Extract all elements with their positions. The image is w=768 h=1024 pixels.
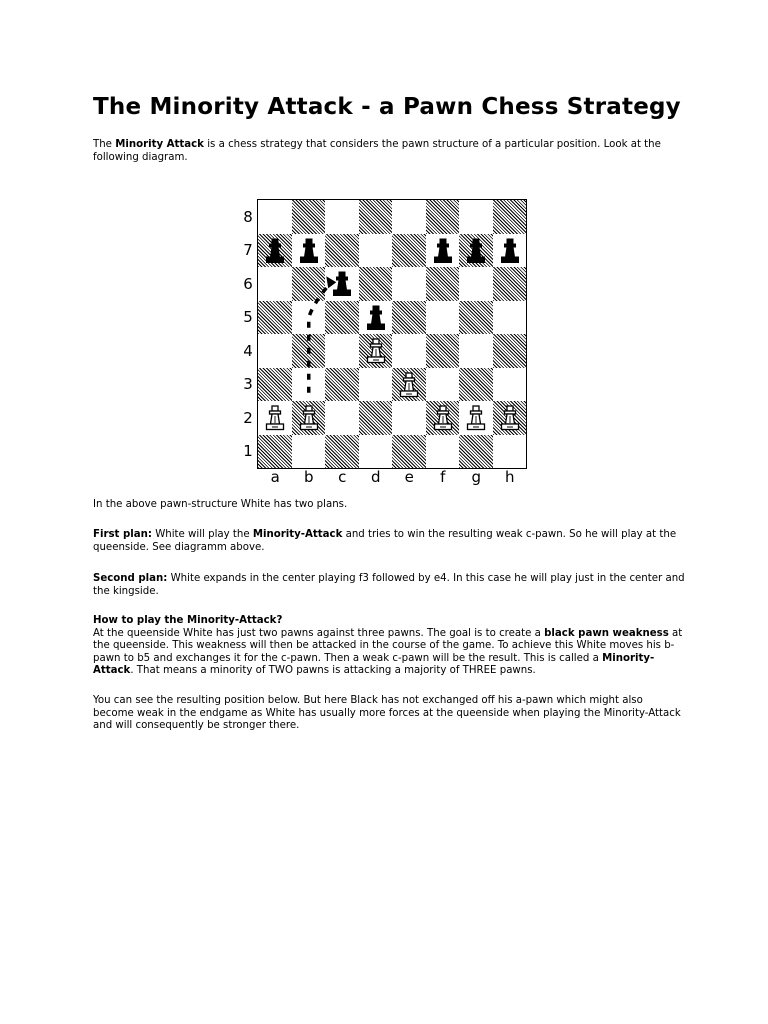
file-label-f: f bbox=[440, 468, 446, 486]
first-plan-paragraph bbox=[93, 529, 685, 554]
how-to-term-weakness: black pawn weakness bbox=[544, 627, 669, 639]
closing-paragraph: You can see the resulting position below. But here Black has not exchanged off his a-pawn which might also become weak in the endgame as White has usually more forces at the queenside when playing the Minority-Attack and will consequently be stronger there. bbox=[93, 695, 681, 732]
first-plan-text-2: and tries to win the resulting weak c-pawn. So he will play at the queenside. See diagramm above. bbox=[93, 529, 677, 553]
how-to-text-1: At the queenside White has just two pawns against three pawns. The goal is to create a bbox=[93, 627, 545, 639]
rank-label-4: 4 bbox=[243, 341, 253, 360]
file-label-b: b bbox=[303, 468, 314, 486]
file-label-g: g bbox=[471, 468, 482, 486]
file-label-c: c bbox=[338, 468, 347, 486]
file-label-h: h bbox=[504, 468, 515, 486]
file-label-a: a bbox=[270, 468, 280, 486]
arrow-head bbox=[326, 276, 336, 288]
rank-label-3: 3 bbox=[243, 375, 253, 393]
arrow-path bbox=[309, 283, 331, 393]
intro-text-post: is a chess strategy that considers the pawn structure of a particular position. Look at the following diagram. bbox=[93, 139, 661, 163]
second-plan-paragraph bbox=[93, 573, 685, 598]
intro-text-pre: The bbox=[93, 139, 116, 150]
rank-label-2: 2 bbox=[243, 408, 253, 427]
plans-intro-paragraph: In the above pawn-structure White has two plans. bbox=[93, 499, 348, 510]
first-plan-label: First plan: bbox=[93, 529, 152, 540]
intro-paragraph bbox=[93, 139, 685, 164]
rank-label-5: 5 bbox=[243, 308, 253, 326]
page-title: The Minority Attack - a Pawn Chess Strategy bbox=[93, 94, 681, 120]
rank-label-1: 1 bbox=[243, 442, 253, 460]
how-to-term-minority-attack: Minority-Attack bbox=[93, 652, 655, 677]
first-plan-term-bold: Minority-Attack bbox=[252, 529, 343, 540]
how-to-heading: How to play the Minority-Attack? bbox=[93, 615, 283, 626]
how-to-text-2: at the queenside. This weakness will then be attacked in the course of the game. To achieve this White moves his b-pawn to b5 and exchanges it for the c-pawn. Then a weak c-pawn will be the result. This is called a bbox=[93, 627, 683, 664]
minority-attack-arrow bbox=[236, 196, 536, 490]
second-plan-label: Second plan: bbox=[93, 573, 168, 584]
rank-label-6: 6 bbox=[243, 274, 253, 293]
chess-diagram bbox=[236, 196, 536, 490]
how-to-paragraph bbox=[93, 615, 685, 678]
intro-term-bold: Minority Attack bbox=[115, 139, 204, 150]
file-label-e: e bbox=[404, 468, 414, 486]
how-to-text-3: . That means a minority of TWO pawns is attacking a majority of THREE pawns. bbox=[130, 665, 536, 677]
first-plan-text-1: White will play the bbox=[151, 529, 253, 540]
rank-label-8: 8 bbox=[243, 207, 253, 226]
file-label-d: d bbox=[370, 468, 381, 486]
rank-label-7: 7 bbox=[243, 241, 253, 259]
second-plan-text: White expands in the center playing f3 followed by e4. In this case he will play just in the center and the kingside. bbox=[93, 573, 685, 597]
